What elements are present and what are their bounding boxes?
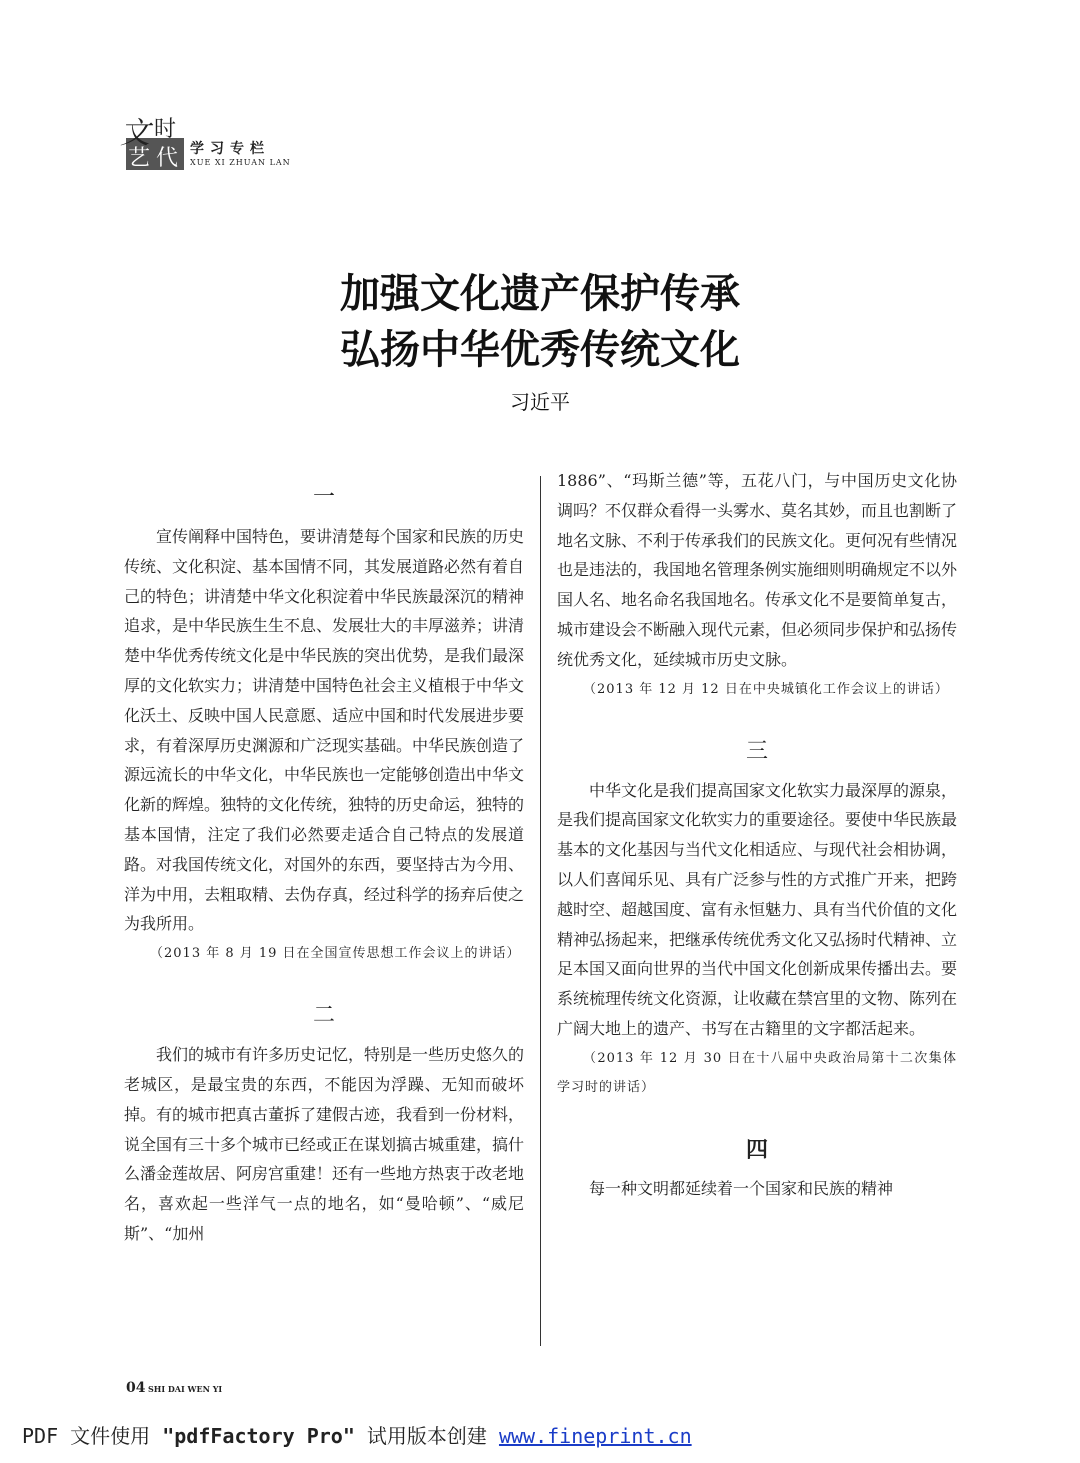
right-column	[557, 466, 957, 1204]
section-heading-four: 四	[745, 1136, 768, 1163]
watermark-prefix: PDF 文件使用	[22, 1424, 163, 1448]
pdf-watermark	[22, 1420, 692, 1449]
section-one-paragraph: 宣传阐释中国特色，要讲清楚每个国家和民族的历史传统、文化积淀、基本国情不同，其发展道路必然有着自己的特色；讲清楚中华文化积淀着中华民族最深沉的精神追求，是中华民族生生不息、发展壮大的丰厚滋养；讲清楚中华优秀传统文化是中华民族的突出优势，是我们最深厚的文化软实力；讲清楚中国特色社会主义植根于中华文化沃土、反映中国人民意愿、适应中国和时代发展进步要求，有着深厚历史渊源和广泛现实基础。中华民族创造了源远流长的中华文化，中华民族也一定能够创造出中华文化新的辉煌。独特的文化传统，独特的历史命运，独特的基本国情，注定了我们必然要走适合自己特点的发展道路。对我国传统文化，对国外的东西，要坚持古为今用、洋为中用，去粗取精、去伪存真，经过科学的扬弃后使之为我所用。	[124, 527, 525, 934]
section-heading-one: 一	[312, 485, 335, 510]
section-two-paragraph: 我们的城市有许多历史记忆，特别是一些历史悠久的老城区，是最宝贵的东西，不能因为浮躁、无知而破坏掉。有的城市把真古董拆了建假古迹，我看到一份材料，说全国有三十多个城市已经或正在谋划搞古城重建，搞什么潘金莲故居、阿房宫重建！还有一些地方热衷于改老地名，喜欢起一些洋气一点的地名，如“曼哈顿”、“威尼斯”、“加州	[124, 1045, 525, 1243]
column-pinyin: XUE XI ZHUAN LAN	[190, 158, 291, 167]
logo-char: 艺	[128, 146, 151, 171]
article-title-line2: 弘扬中华优秀传统文化	[340, 326, 740, 373]
left-column	[124, 470, 524, 1249]
section-three-paragraph: 中华文化是我们提高国家文化软实力最深厚的源泉，是我们提高国家文化软实力的重要途径。要使中华民族最基本的文化基因与当代文化相适应、与现代社会相协调，以人们喜闻乐见、具有广泛参与性的方式推广开来，把跨越时空、超越国度、富有永恒魅力、具有当代价值的文化精神弘扬起来，把继承传统优秀文化又弘扬时代精神、立足本国又面向世界的当代中国文化创新成果传播出去。要系统梳理传统文化资源，让收藏在禁宫里的文物、陈列在广阔大地上的遗产、书写在古籍里的文字都活起来。	[557, 780, 958, 1038]
logo-char: 文	[120, 116, 150, 151]
article-author: 习近平	[510, 390, 570, 414]
section-two-paragraph-continued: 1886”、“玛斯兰德”等，五花八门，与中国历史文化协调吗？不仅群众看得一头雾水、莫名其妙，而且也割断了地名文脉、不利于传承我们的民族文化。更何况有些情况也是违法的，我国地名管理条例实施细则明确规定不以外国人名、地名命名我国地名。传承文化不是要简单复古，城市建设会不断融入现代元素，但必须同步保护和弘扬传统优秀文化，延续城市历史文脉。	[557, 471, 958, 669]
logo-char: 时	[154, 117, 177, 142]
section-three-source: （2013 年 12 月 30 日在十八届中央政治局第十二次集体学习时的讲话）	[557, 1050, 957, 1095]
magazine-name: SHI DAI WEN YI	[148, 1384, 223, 1394]
article-title-line1: 加强文化遗产保护传承	[340, 270, 740, 317]
page-number: 04	[126, 1380, 146, 1396]
section-one-source: （2013 年 8 月 19 日在全国宣传思想工作会议上的讲话）	[150, 946, 521, 962]
section-heading-two: 二	[312, 1003, 335, 1029]
section-two-source: （2013 年 12 月 12 日在中央城镇化工作会议上的讲话）	[583, 681, 949, 697]
column-title: 学习专栏	[190, 141, 270, 157]
logo-char: 代	[156, 146, 179, 171]
watermark-link[interactable]: www.fineprint.cn	[498, 1424, 692, 1448]
magazine-logo	[120, 108, 184, 170]
column-divider	[540, 476, 541, 1346]
watermark-product: "pdfFactory Pro"	[162, 1424, 355, 1448]
watermark-middle: 试用版本创建	[354, 1424, 499, 1448]
section-four-paragraph: 每一种文明都延续着一个国家和民族的精神	[589, 1178, 894, 1198]
section-heading-three: 三	[745, 738, 768, 764]
